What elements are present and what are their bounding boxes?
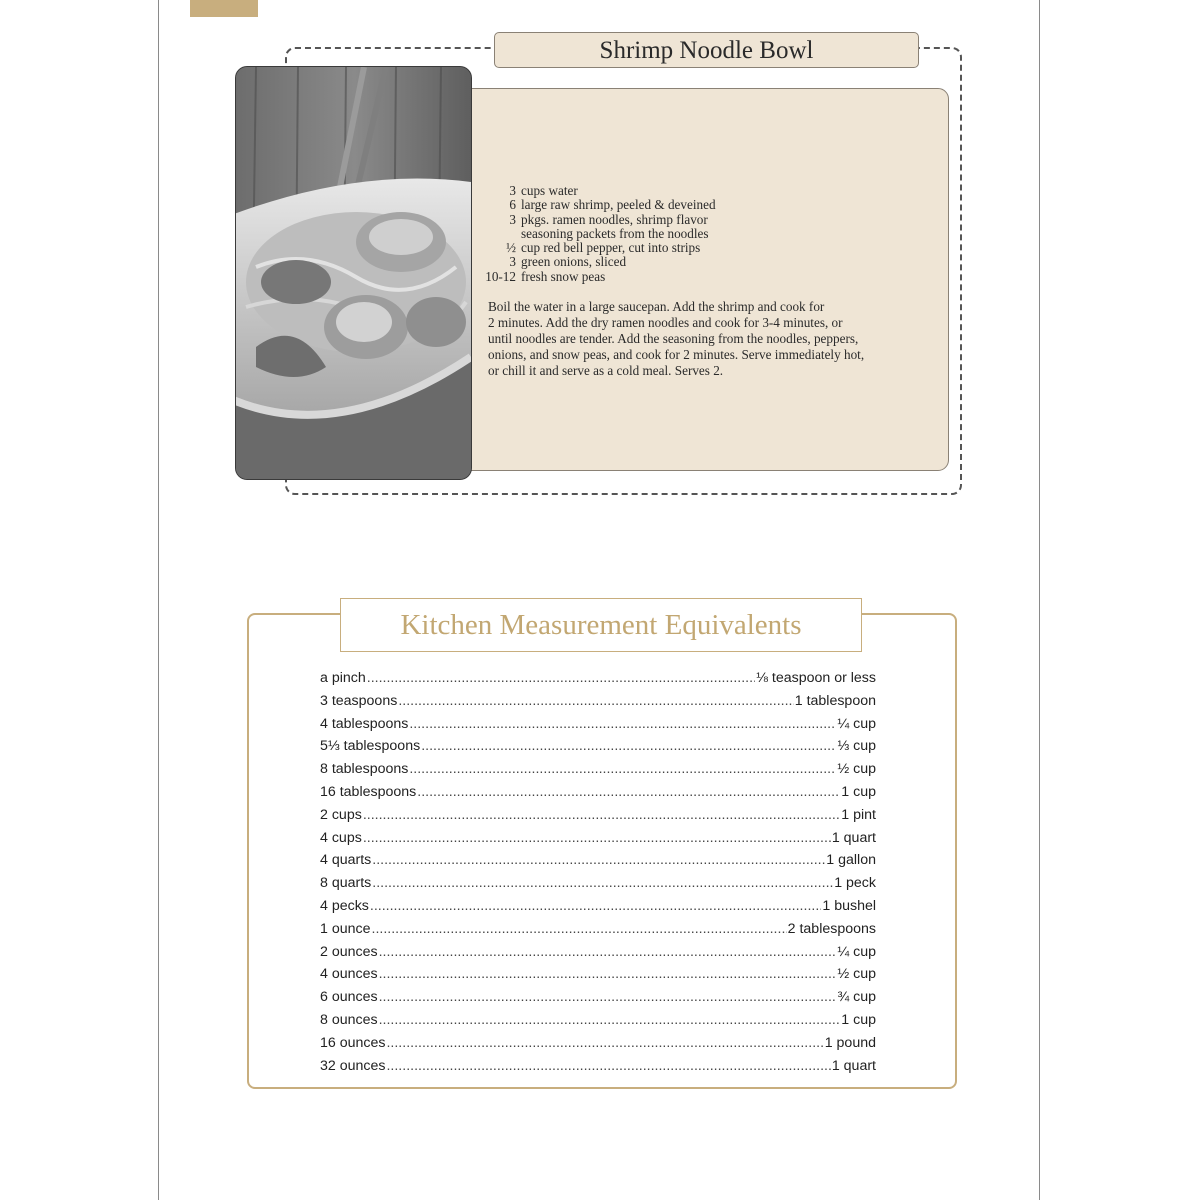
ingredient-item [482, 227, 716, 241]
measurement-row [320, 872, 876, 895]
dot-leader [363, 827, 831, 850]
measurement-left: 3 teaspoons [320, 692, 398, 709]
dot-leader [386, 1032, 823, 1055]
ingredient-text: cups water [521, 183, 578, 198]
ingredient-item [482, 184, 716, 198]
measurement-row [320, 667, 876, 690]
measurement-left: 4 ounces [320, 966, 378, 983]
ingredient-text: seasoning packets from the noodles [521, 225, 709, 241]
measurement-left: 6 ounces [320, 989, 378, 1006]
recipe-directions [488, 299, 918, 379]
dot-leader [372, 918, 787, 941]
dot-leader [370, 895, 821, 918]
measurement-row [320, 986, 876, 1009]
measurement-right: 1 pound [824, 1034, 876, 1051]
measurement-right: ¼ cup [837, 943, 876, 960]
measurement-row [320, 690, 876, 713]
measurement-title: Kitchen Measurement Equivalents [340, 598, 862, 652]
directions-line: Boil the water in a large saucepan. Add the shrimp and cook for [488, 299, 825, 314]
measurement-row [320, 781, 876, 804]
measurement-left: 2 cups [320, 806, 362, 823]
ingredient-item [482, 198, 716, 212]
measurement-right: ½ cup [837, 761, 876, 778]
ingredient-text: large raw shrimp, peeled & deveined [521, 197, 716, 213]
dot-leader [372, 872, 833, 895]
measurement-left: 4 pecks [320, 897, 369, 914]
measurement-row [320, 713, 876, 736]
measurement-left: 4 quarts [320, 852, 372, 869]
dot-leader [417, 781, 840, 804]
measurement-left: 16 tablespoons [320, 783, 417, 800]
directions-line: onions, and snow peas, and cook for 2 minutes. Serve immediately hot, [488, 346, 865, 362]
ingredient-text: fresh snow peas [521, 268, 606, 284]
ingredient-item [482, 213, 716, 227]
ingredient-qty: ½ [506, 240, 516, 256]
dot-leader [363, 804, 840, 827]
measurement-left: 4 cups [320, 829, 362, 846]
ingredient-qty: 10-12 [485, 268, 516, 284]
measurement-row [320, 1055, 876, 1078]
measurement-row [320, 895, 876, 918]
dot-leader [372, 849, 825, 872]
measurement-right: 1 tablespoon [794, 692, 876, 709]
dot-leader [379, 986, 837, 1009]
shrimp-noodle-bowl-photo [235, 66, 472, 480]
directions-line: 2 minutes. Add the dry ramen noodles and cook for 3-4 minutes, or [488, 314, 843, 330]
corner-tab [190, 0, 258, 17]
measurement-right: 2 tablespoons [787, 920, 876, 937]
measurement-right: ¼ cup [837, 715, 876, 732]
measurement-left: 32 ounces [320, 1057, 386, 1074]
measurement-left: 4 tablespoons [320, 715, 409, 732]
ingredient-item [482, 255, 716, 269]
measurement-row [320, 735, 876, 758]
measurement-right: 1 cup [841, 1011, 876, 1028]
dot-leader [421, 735, 836, 758]
measurement-right: 1 pint [841, 806, 876, 823]
measurement-list [320, 667, 876, 1077]
measurement-right: ½ cup [837, 966, 876, 983]
ingredient-qty: 3 [509, 183, 516, 198]
measurement-right: ⅓ cup [837, 738, 876, 755]
measurement-left: a pinch [320, 670, 366, 686]
measurement-right: ¾ cup [837, 989, 876, 1006]
measurement-right: 1 peck [834, 875, 876, 892]
measurement-left: 2 ounces [320, 943, 378, 960]
ingredient-qty: 6 [509, 197, 516, 213]
dot-leader [386, 1055, 830, 1078]
measurement-row [320, 849, 876, 872]
measurement-row [320, 827, 876, 850]
directions-line: or chill it and serve as a cold meal. Serves 2. [488, 362, 724, 378]
ingredient-item [482, 241, 716, 255]
dot-leader [379, 1009, 841, 1032]
recipe-title: Shrimp Noodle Bowl [494, 32, 919, 68]
measurement-left: 1 ounce [320, 920, 371, 937]
measurement-right: 1 bushel [822, 897, 876, 914]
measurement-left: 8 ounces [320, 1011, 378, 1028]
ingredient-text: cup red bell pepper, cut into strips [521, 240, 701, 256]
ingredient-qty: 3 [509, 254, 516, 270]
ingredient-qty [482, 227, 521, 241]
ingredient-text: pkgs. ramen noodles, shrimp flavor [521, 211, 708, 227]
ingredient-qty: 3 [509, 211, 516, 227]
dot-leader [409, 758, 836, 781]
ingredient-list [482, 184, 716, 284]
measurement-left: 5⅓ tablespoons [320, 738, 421, 755]
measurement-right: 1 quart [831, 829, 876, 846]
measurement-row [320, 804, 876, 827]
measurement-right: ⅛ teaspoon or less [756, 670, 876, 686]
measurement-right: 1 cup [841, 783, 876, 800]
measurement-row [320, 941, 876, 964]
dot-leader [379, 963, 837, 986]
ingredient-item [482, 270, 716, 284]
dot-leader [379, 941, 837, 964]
dot-leader [367, 667, 755, 690]
measurement-left: 8 tablespoons [320, 761, 409, 778]
measurement-row [320, 1009, 876, 1032]
measurement-row [320, 963, 876, 986]
measurement-right: 1 gallon [826, 852, 876, 869]
measurement-left: 8 quarts [320, 875, 372, 892]
measurement-left: 16 ounces [320, 1034, 386, 1051]
directions-line: until noodles are tender. Add the seasoning from the noodles, peppers, [488, 330, 859, 346]
measurement-row [320, 758, 876, 781]
dot-leader [398, 690, 793, 713]
ingredient-text: green onions, sliced [521, 254, 627, 270]
measurement-right: 1 quart [831, 1057, 876, 1074]
dot-leader [409, 713, 836, 736]
measurement-row [320, 918, 876, 941]
measurement-row [320, 1032, 876, 1055]
